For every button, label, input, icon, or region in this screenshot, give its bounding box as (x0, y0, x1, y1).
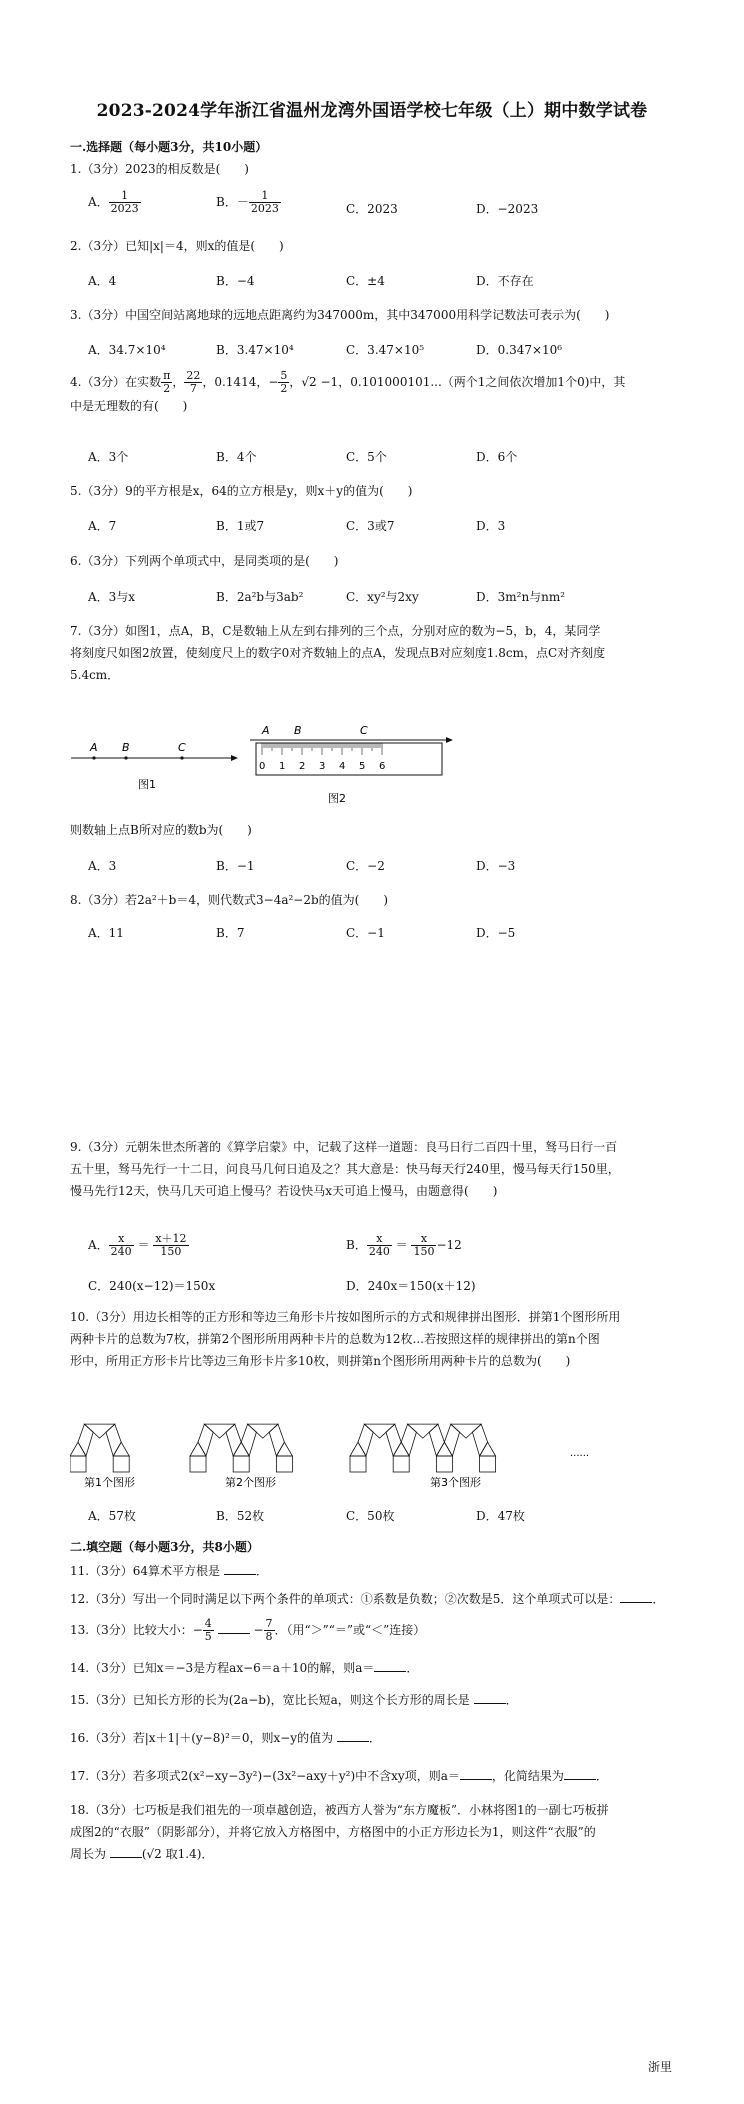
label-a: A (90, 741, 98, 754)
triangle-card (408, 1424, 438, 1438)
triangle-card (276, 1442, 292, 1456)
answer-blank[interactable] (564, 1768, 596, 1780)
figure-2-caption: 图2 (328, 792, 346, 805)
triangle-card (451, 1424, 481, 1438)
triangle-card (84, 1424, 114, 1438)
question-13: 13.（3分）比较大小：− $\frac{4}{5}$ − $\frac{7}{8}$ ．（用“＞”“＝”或“＜”连接） (70, 1617, 426, 1644)
option-d: D．3m²n与nm² (476, 590, 566, 604)
label-b: B (294, 724, 302, 737)
triangle-card (393, 1442, 409, 1456)
question-7-figures (66, 722, 466, 812)
triangle-card (233, 1442, 249, 1456)
question-17: 17.（3分）若多项式2(x²−xy−3y²)−(3x²−axy＋y²)中不含xy项，则a＝ ，化简结果为 ． (70, 1769, 608, 1783)
square-card (113, 1456, 129, 1472)
question-12: 12.（3分）写出一个同时满足以下两个条件的单项式：①系数是负数；②次数是5．这个单项式可以是： ． (70, 1592, 665, 1606)
question-15: 15.（3分）已知长方形的长为(2a−b)，宽比长短a，则这个长方形的周长是 ． (70, 1693, 518, 1707)
question-4: 4.（3分）在实数 $\frac{\pi}{2}$ ， $\frac{22}{7}$ ，0.1414，− $\frac{5}{2}$ ，√2 −1，0.101000101...（两个1之间依次增加1个0)中，其 中是无理数的有( ) (70, 369, 626, 414)
footer-watermark: 浙里 (648, 2060, 673, 2074)
point-a (92, 756, 95, 759)
ruler-ticks (259, 743, 385, 772)
option-b: B．4个 (216, 450, 257, 464)
ruler-tick-label: 4 (339, 761, 346, 772)
arrow-icon (446, 737, 453, 743)
answer-blank[interactable] (110, 1846, 142, 1858)
triangle-card (204, 1424, 234, 1438)
answer-blank[interactable] (460, 1768, 492, 1780)
square-card (480, 1456, 496, 1472)
square-card (386, 1424, 401, 1456)
triangle-card (364, 1424, 394, 1438)
option-a: A．11 (88, 926, 124, 940)
square-card (401, 1424, 416, 1456)
square-card (198, 1424, 213, 1456)
option-c: C．3.47×10⁵ (346, 343, 425, 357)
option-c: C．3或7 (346, 519, 395, 533)
option-a: A．7 (88, 519, 117, 533)
option-d: D．−2023 (476, 202, 539, 216)
option-b: B．−1 (216, 859, 255, 873)
continuation-dots: ...... (570, 1448, 590, 1459)
fraction: $\frac{4}{5}$ (204, 1617, 212, 1644)
square-card (350, 1456, 366, 1472)
ruler-tick-label: 1 (279, 761, 286, 772)
option-c: C．5个 (346, 450, 387, 464)
question-18: 18.（3分）七巧板是我们祖先的一项卓越创造，被西方人誉为“东方魔板”．小林将图1的一副七巧板拼 成图2的“衣服”（阴影部分），并将它放入方格图中，方格图中的小正方形边长为1，则这件“衣服”的 周长为 (√2 取1.4)． (70, 1803, 609, 1862)
option-c: C．−1 (346, 926, 385, 940)
option-d: D．6个 (476, 450, 518, 464)
fraction: $\frac{5}{2}$ (280, 369, 288, 396)
option-d: D．47枚 (476, 1509, 525, 1523)
square-card (436, 1456, 452, 1472)
question-3: 3.（3分）中国空间站离地球的远地点距离约为347000m，其中347000用科学记数法可表示为( ) (70, 308, 610, 322)
pattern-figure-2 (190, 1424, 292, 1472)
option-b: B． $\frac{x}{240}$ ＝ $\frac{x}{150}$ −12 (346, 1232, 462, 1259)
section-heading-fill: 二.填空题（每小题3分，共8小题） (70, 1540, 259, 1554)
option-d: D．0.347×10⁶ (476, 343, 563, 357)
option-a: A．4 (88, 274, 117, 288)
option-a: A． $\frac{x}{240}$ ＝ $\frac{x+12}{150}$ (88, 1232, 187, 1259)
fraction: $\frac{7}{8}$ (265, 1617, 273, 1644)
square-card (393, 1456, 409, 1472)
page-title: 2023-2024学年浙江省温州龙湾外国语学校七年级（上）期中数学试卷 (96, 101, 648, 121)
square-card (106, 1424, 121, 1456)
question-1: 1.（3分）2023的相反数是( ) (70, 162, 249, 176)
option-c: C．xy²与2xy (346, 590, 419, 604)
option-c: C．2023 (346, 202, 398, 216)
answer-blank[interactable] (218, 1622, 250, 1634)
option-d: D．240x＝150(x＋12) (346, 1279, 476, 1293)
label-a: A (262, 724, 270, 737)
ruler-tick-label: 5 (359, 761, 366, 772)
option-a: A．3与x (88, 590, 136, 604)
answer-blank[interactable] (337, 1730, 369, 1742)
answer-blank[interactable] (374, 1660, 406, 1672)
answer-blank[interactable] (620, 1591, 652, 1603)
question-11: 11.（3分）64算术平方根是 ． (70, 1564, 268, 1578)
fraction: $\frac{x}{240}$ (110, 1232, 132, 1259)
pattern-figure-1 (70, 1424, 129, 1472)
option-b: B．－ $\frac{1}{2023}$ (216, 189, 279, 216)
question-2: 2.（3分）已知|x|＝4，则x的值是( ) (70, 239, 284, 253)
option-d: D．3 (476, 519, 506, 533)
ruler-tick-label: 0 (259, 761, 266, 772)
answer-blank[interactable] (474, 1692, 506, 1704)
triangle-card (436, 1442, 452, 1456)
fraction: $\frac{22}{7}$ (186, 369, 201, 396)
question-10-figures (70, 1412, 630, 1492)
answer-blank[interactable] (224, 1563, 256, 1575)
option-c: C．240(x−12)＝150x (88, 1279, 216, 1293)
option-b: B．7 (216, 926, 245, 940)
fraction: $\frac{1}{2023}$ (250, 189, 279, 216)
fraction: $\frac{x+12}{150}$ (155, 1232, 187, 1259)
question-5: 5.（3分）9的平方根是x，64的立方根是y，则x＋y的值为( ) (70, 484, 413, 498)
square-card (444, 1424, 459, 1456)
question-16: 16.（3分）若|x＋1|＋(y−8)²＝0，则x−y的值为 ． (70, 1731, 381, 1745)
square-card (276, 1456, 292, 1472)
ruler-tick-label: 6 (379, 761, 386, 772)
option-b: B．−4 (216, 274, 255, 288)
label-c: C (178, 741, 186, 754)
square-card (78, 1424, 93, 1456)
option-c: C．±4 (346, 274, 385, 288)
fraction: $\frac{1}{2023}$ (110, 189, 139, 216)
triangle-card (350, 1442, 366, 1456)
arrow-icon (231, 755, 238, 761)
option-a: A． $\frac{1}{2023}$ (88, 189, 139, 216)
triangle-card (248, 1424, 278, 1438)
option-d: D．−3 (476, 859, 516, 873)
square-card (241, 1424, 256, 1456)
option-a: A．3个 (88, 450, 129, 464)
question-10: 10.（3分）用边长相等的正方形和等边三角形卡片按如图所示的方式和规律拼出图形．拼第1个图形所用 两种卡片的总数为7枚，拼第2个图形所用两种卡片的总数为12枚...若按照这样的规律拼出的第n个图 形中，所用正方形卡片比等边三角形卡片多10枚，则拼第n个图形所用两种卡片的总数为( ) (70, 1310, 621, 1369)
triangle-card (190, 1442, 206, 1456)
figure-caption-3: 第3个图形 (430, 1476, 481, 1489)
square-card (358, 1424, 373, 1456)
question-6: 6.（3分）下列两个单项式中，是同类项的是( ) (70, 554, 339, 568)
fraction: $\frac{x}{240}$ (368, 1232, 390, 1259)
ruler-tick-label: 3 (319, 761, 326, 772)
pattern-figure-3 (350, 1424, 496, 1472)
option-c: C．50枚 (346, 1509, 395, 1523)
ruler-tick-label: 2 (299, 761, 306, 772)
triangle-card (480, 1442, 496, 1456)
square-card (472, 1424, 487, 1456)
square-card (226, 1424, 241, 1456)
label-c: C (360, 724, 368, 737)
option-b: B．3.47×10⁴ (216, 343, 294, 357)
option-d: D．不存在 (476, 274, 534, 288)
label-b: B (122, 741, 130, 754)
figure-caption-2: 第2个图形 (225, 1476, 276, 1489)
option-a: A．57枚 (88, 1509, 136, 1523)
question-7-tail: 则数轴上点B所对应的数b为( ) (70, 823, 252, 837)
triangle-card (113, 1442, 129, 1456)
section-heading-choice: 一.选择题（每小题3分，共10小题） (70, 140, 268, 154)
square-card (233, 1456, 249, 1472)
question-14: 14.（3分）已知x＝−3是方程ax−6＝a＋10的解，则a＝ ． (70, 1661, 419, 1675)
question-8: 8.（3分）若2a²＋b＝4，则代数式3−4a²−2b的值为( ) (70, 893, 389, 907)
square-card (190, 1456, 206, 1472)
option-b: B．2a²b与3ab² (216, 590, 304, 604)
fraction: $\frac{\pi}{2}$ (163, 369, 171, 396)
figure-caption-1: 第1个图形 (84, 1476, 135, 1489)
question-7: 7.（3分）如图1，点A，B，C是数轴上从左到右排列的三个点，分别对应的数为−5，b，4，某同学 将刻度尺如图2放置，使刻度尺上的数字0对齐数轴上的点A，发现点B对应刻度1.8cm，点C对齐刻度 5.4cm． (70, 624, 606, 683)
point-b (124, 756, 127, 759)
square-card (70, 1456, 86, 1472)
option-a: A．34.7×10⁴ (88, 343, 166, 357)
point-c (180, 756, 183, 759)
fraction: $\frac{x}{150}$ (413, 1232, 435, 1259)
figure-1-caption: 图1 (138, 778, 156, 791)
option-a: A．3 (88, 859, 117, 873)
square-card (269, 1424, 284, 1456)
option-d: D．−5 (476, 926, 516, 940)
square-card (429, 1424, 444, 1456)
triangle-card (70, 1442, 86, 1456)
option-c: C．−2 (346, 859, 385, 873)
option-b: B．1或7 (216, 519, 265, 533)
option-b: B．52枚 (216, 1509, 265, 1523)
question-9: 9.（3分）元朝朱世杰所著的《算学启蒙》中，记载了这样一道题：良马日行二百四十里，驽马日行一百 五十里，驽马先行一十二日，问良马几何日追及之？其大意是：快马每天行240里，慢马每天行150里， 慢马先行12天，快马几天可追上慢马？若设快马x天可追上慢马，由题意得( ) (70, 1140, 620, 1199)
